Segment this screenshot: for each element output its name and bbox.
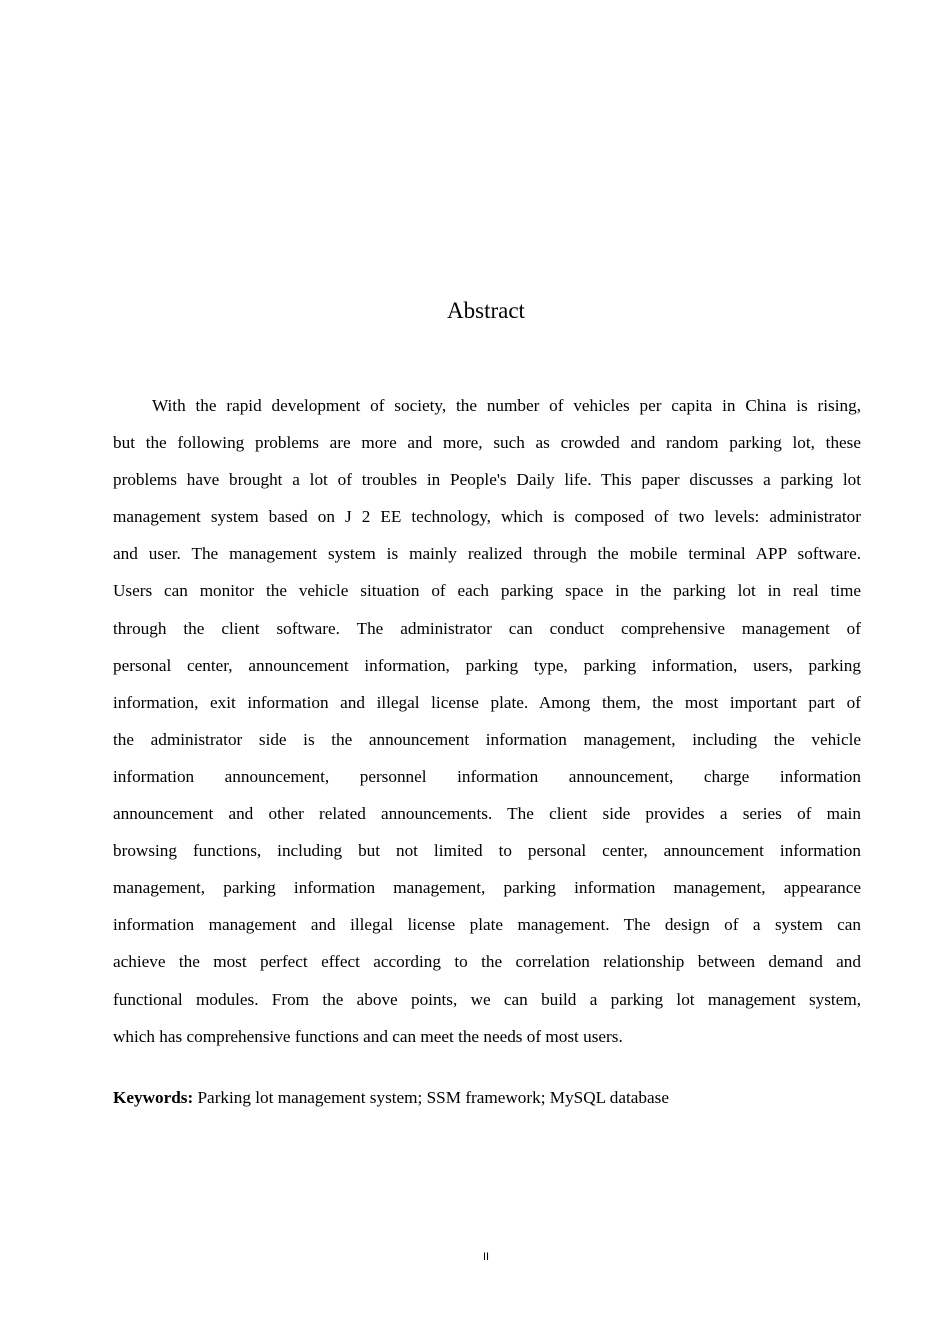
abstract-line: browsing functions, including but not limited to personal center, announcement information	[113, 841, 861, 861]
abstract-line: management, parking information management, parking information management, appearance	[113, 878, 861, 898]
page-title: Abstract	[447, 298, 525, 323]
abstract-line: functional modules. From the above points, we can build a parking lot management system,	[113, 989, 861, 1009]
abstract-line: With the rapid development of society, the number of vehicles per capita in China is rising,	[152, 396, 861, 415]
abstract-line: the administrator side is the announcement information management, including the vehicle	[113, 729, 861, 749]
abstract-line: and user. The management system is mainly realized through the mobile terminal APP software.	[113, 544, 861, 564]
abstract-body	[113, 392, 861, 1060]
abstract-line: personal center, announcement information, parking type, parking information, users, parking	[113, 655, 861, 675]
keywords-value: Parking lot management system; SSM framework; MySQL database	[193, 1088, 669, 1107]
abstract-line: through the client software. The administrator can conduct comprehensive management of	[113, 618, 861, 638]
abstract-line: which has comprehensive functions and can meet the needs of most users.	[113, 1026, 623, 1046]
abstract-line: management system based on J 2 EE technology, which is composed of two levels: administrator	[113, 507, 861, 527]
keywords-label: Keywords:	[113, 1088, 194, 1107]
abstract-line: information announcement, personnel information announcement, charge information	[113, 766, 861, 786]
abstract-line: announcement and other related announcements. The client side provides a series of main	[113, 804, 861, 824]
keywords	[113, 1088, 669, 1108]
abstract-line: Users can monitor the vehicle situation of each parking space in the parking lot in real time	[113, 581, 861, 601]
page-number: II	[482, 1251, 490, 1263]
abstract-line: but the following problems are more and more, such as crowded and random parking lot, these	[113, 433, 861, 453]
abstract-line: information management and illegal license plate management. The design of a system can	[113, 915, 861, 935]
abstract-line: information, exit information and illegal license plate. Among them, the most important part of	[113, 692, 861, 712]
abstract-line: problems have brought a lot of troubles in People's Daily life. This paper discusses a parking lot	[113, 470, 861, 490]
abstract-line: achieve the most perfect effect according to the correlation relationship between demand and	[113, 952, 861, 972]
